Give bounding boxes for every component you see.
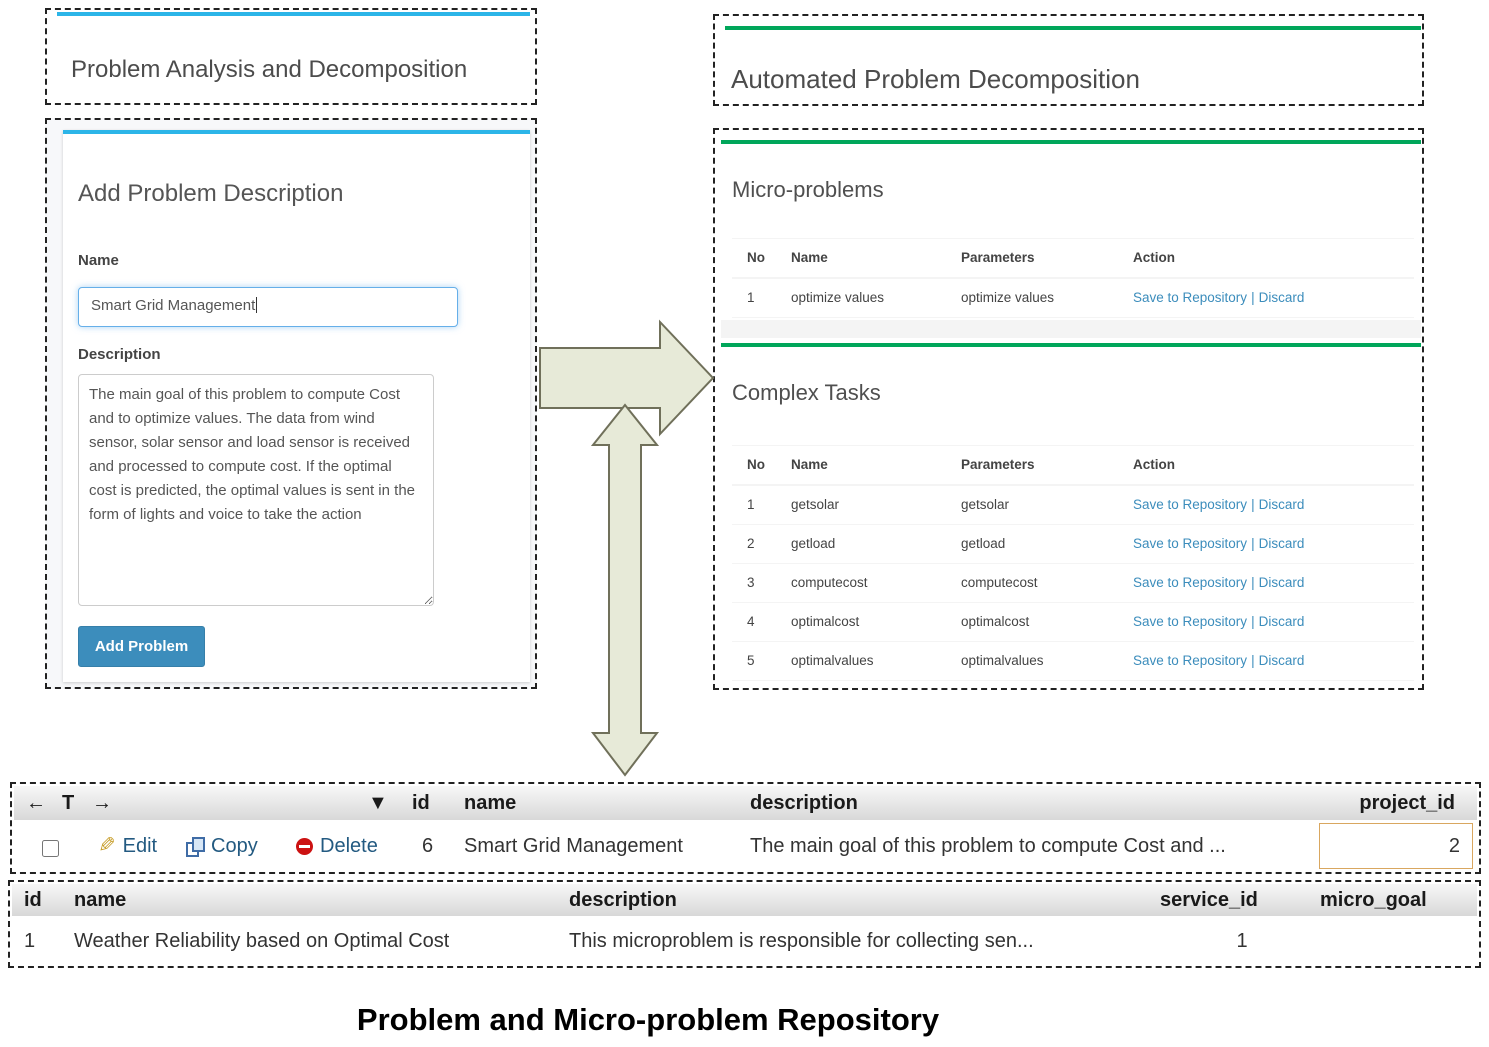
header-service-id[interactable]: service_id <box>1160 889 1258 911</box>
cell-no: 3 <box>747 575 755 590</box>
description-textarea[interactable] <box>78 374 434 606</box>
add-problem-title: Add Problem Description <box>78 180 344 207</box>
flow-arrows <box>530 315 730 790</box>
action-separator: | <box>1251 536 1255 551</box>
edit-label: Edit <box>122 835 158 857</box>
problem-analysis-panel <box>57 12 530 98</box>
row-checkbox[interactable] <box>42 840 59 857</box>
micro-repo-table <box>8 880 1481 968</box>
micro-problems-header-row <box>732 238 1414 279</box>
columns-toggle-icon[interactable]: T <box>62 792 75 814</box>
auto-decomposition-panel <box>725 26 1421 102</box>
complex-tasks-header-row <box>732 445 1414 486</box>
discard-link[interactable]: Discard <box>1258 653 1305 668</box>
col-no: No <box>747 250 765 265</box>
cell-parameters: optimize values <box>961 290 1055 305</box>
pencil-icon: ✎ <box>98 834 116 857</box>
cell-name: optimize values <box>791 290 885 305</box>
cell-name: optimalcost <box>791 614 860 629</box>
columns-left-arrow-icon[interactable]: ← <box>26 792 46 814</box>
delete-link[interactable] <box>296 820 378 872</box>
discard-link[interactable]: Discard <box>1258 290 1305 305</box>
columns-right-arrow-icon[interactable]: → <box>92 792 112 814</box>
save-to-repository-link[interactable]: Save to Repository <box>1133 290 1248 305</box>
micro-problems-top-border <box>721 140 1421 144</box>
name-input-value: Smart Grid Management <box>91 297 256 314</box>
header-description[interactable]: description <box>569 889 677 911</box>
cell-no: 2 <box>747 536 755 551</box>
cell-service-id: 1 <box>1236 930 1248 952</box>
problems-header-row <box>14 786 1477 821</box>
header-description[interactable]: description <box>750 792 858 814</box>
micro-header-row <box>12 884 1477 917</box>
action-separator: | <box>1251 653 1255 668</box>
cell-parameters: optimalcost <box>961 614 1030 629</box>
save-to-repository-link[interactable]: Save to Repository <box>1133 653 1248 668</box>
complex-tasks-table <box>732 445 1414 681</box>
header-name[interactable]: name <box>74 889 127 911</box>
auto-decomposition-frame <box>713 14 1424 106</box>
cell-parameters: getsolar <box>961 497 1010 512</box>
cell-parameters: optimalvalues <box>961 653 1044 668</box>
auto-decomposition-title: Automated Problem Decomposition <box>731 64 1140 94</box>
header-id[interactable]: id <box>24 889 42 911</box>
action-separator: | <box>1251 497 1255 512</box>
copy-link[interactable] <box>186 820 258 872</box>
action-separator: | <box>1251 290 1255 305</box>
col-no: No <box>747 457 765 472</box>
add-problem-button[interactable]: Add Problem <box>78 626 205 667</box>
action-separator: | <box>1251 614 1255 629</box>
col-action: Action <box>1133 250 1175 265</box>
cell-action <box>1118 564 1414 602</box>
problem-analysis-frame <box>45 8 537 105</box>
cell-project-id[interactable]: 2 <box>1319 823 1473 869</box>
cell-name: getload <box>791 536 836 551</box>
arrow-right-icon <box>540 322 713 434</box>
name-label: Name <box>78 252 119 269</box>
cell-action <box>1118 642 1414 680</box>
header-name[interactable]: name <box>464 792 517 814</box>
save-to-repository-link[interactable]: Save to Repository <box>1133 536 1248 551</box>
add-problem-card <box>63 130 530 682</box>
complex-task-row <box>732 603 1414 642</box>
edit-link[interactable] <box>98 820 157 872</box>
arrow-vertical-double-icon <box>593 405 657 775</box>
cell-action <box>1118 525 1414 563</box>
micro-problems-title: Micro-problems <box>732 177 884 202</box>
cell-name: Weather Reliability based on Optimal Cost <box>74 930 450 952</box>
cell-description: This microproblem is responsible for collecting sen... <box>569 930 1034 952</box>
cell-no: 1 <box>747 290 755 305</box>
copy-label: Copy <box>211 835 258 857</box>
cell-id: 6 <box>422 835 434 857</box>
col-parameters: Parameters <box>961 457 1035 472</box>
text-cursor <box>256 297 257 313</box>
cell-name: optimalvalues <box>791 653 874 668</box>
col-name: Name <box>791 457 828 472</box>
cell-description: The main goal of this problem to compute Cost and ... <box>750 835 1226 857</box>
cell-name: getsolar <box>791 497 840 512</box>
save-to-repository-link[interactable]: Save to Repository <box>1133 614 1248 629</box>
copy-cell <box>186 820 258 876</box>
cell-no: 1 <box>747 497 755 512</box>
action-separator: | <box>1251 575 1255 590</box>
cell-parameters: getload <box>961 536 1006 551</box>
figure-caption: Problem and Micro-problem Repository <box>356 1002 940 1037</box>
cell-no: 5 <box>747 653 755 668</box>
discard-link[interactable]: Discard <box>1258 575 1305 590</box>
sort-descending-icon[interactable]: ▼ <box>368 792 388 814</box>
col-name: Name <box>791 250 828 265</box>
copy-icon <box>186 837 204 856</box>
delete-label: Delete <box>320 835 378 857</box>
discard-link[interactable]: Discard <box>1258 497 1305 512</box>
header-project-id[interactable]: project_id <box>1359 792 1455 814</box>
header-id[interactable]: id <box>412 792 430 814</box>
complex-task-row <box>732 564 1414 603</box>
micro-problem-row <box>732 279 1414 318</box>
micro-data-row <box>12 916 1477 966</box>
micro-problems-table <box>732 238 1414 318</box>
cell-action <box>1118 486 1414 524</box>
complex-task-row <box>732 486 1414 525</box>
description-label: Description <box>78 346 161 363</box>
decomposition-results-frame <box>713 128 1424 690</box>
header-micro-goal[interactable]: micro_goal <box>1320 889 1427 911</box>
complex-task-row <box>732 642 1414 681</box>
problems-data-row <box>14 820 1477 872</box>
col-parameters: Parameters <box>961 250 1035 265</box>
name-input[interactable] <box>78 287 458 327</box>
problems-repo-table <box>10 782 1481 874</box>
cell-name: computecost <box>791 575 868 590</box>
edit-cell <box>98 820 157 872</box>
problem-analysis-title: Problem Analysis and Decomposition <box>71 56 468 83</box>
cell-parameters: computecost <box>961 575 1038 590</box>
cell-no: 4 <box>747 614 755 629</box>
delete-cell <box>296 820 378 875</box>
cell-action <box>1118 279 1414 317</box>
cell-id: 1 <box>24 930 36 952</box>
discard-link[interactable]: Discard <box>1258 614 1305 629</box>
complex-tasks-title: Complex Tasks <box>732 380 881 405</box>
complex-task-row <box>732 525 1414 564</box>
save-to-repository-link[interactable]: Save to Repository <box>1133 497 1248 512</box>
save-to-repository-link[interactable]: Save to Repository <box>1133 575 1248 590</box>
cell-name: Smart Grid Management <box>464 835 683 857</box>
cell-action <box>1118 603 1414 641</box>
complex-tasks-top-border <box>721 343 1421 347</box>
delete-icon <box>296 838 313 855</box>
discard-link[interactable]: Discard <box>1258 536 1305 551</box>
add-problem-frame <box>45 118 537 689</box>
col-action: Action <box>1133 457 1175 472</box>
micro-problems-footer-strip <box>721 320 1421 338</box>
